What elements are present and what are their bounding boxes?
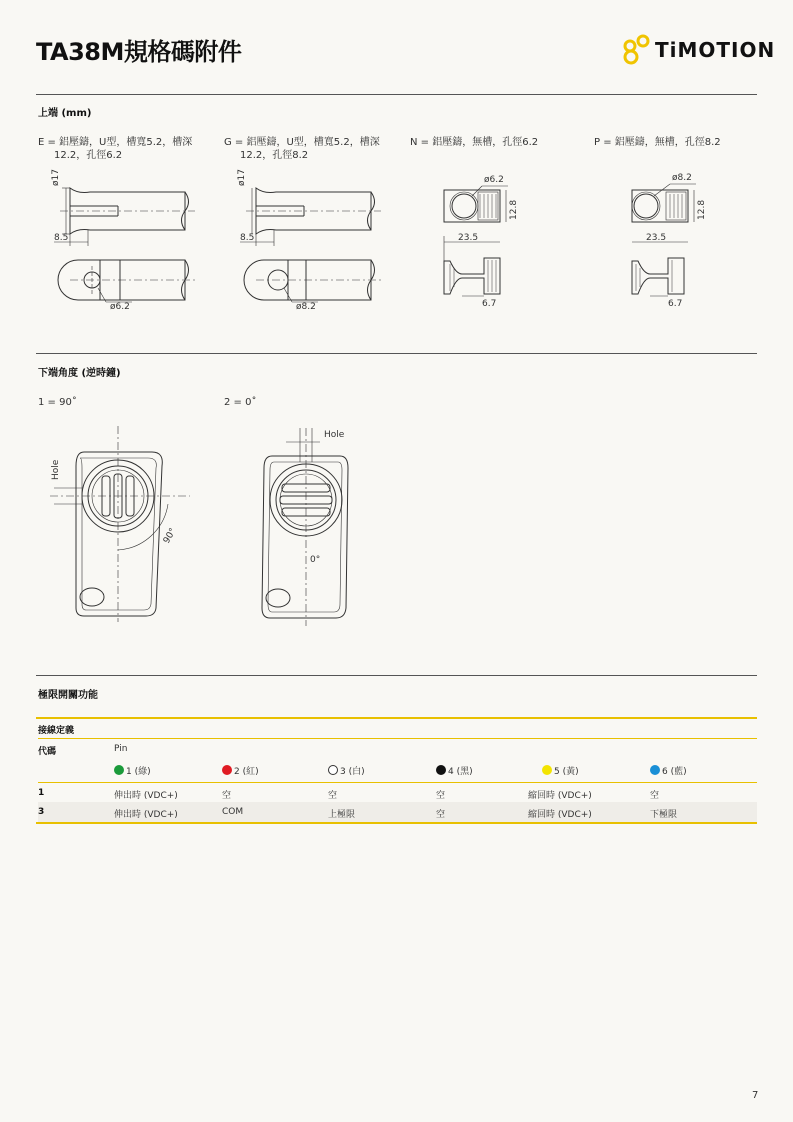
pin-2: 2 (紅) [222, 764, 259, 777]
code-header: 代碼 [38, 747, 57, 757]
caption-option-g: G = 鋁壓鑄，U型，槽寬5.2，槽深 12.2，孔徑8.2 [224, 137, 380, 161]
svg-text:ø6.2: ø6.2 [484, 175, 504, 185]
drawing-option-g [226, 166, 386, 316]
wiring-table [38, 718, 757, 822]
svg-text:ø17: ø17 [237, 169, 247, 186]
svg-text:8.5: 8.5 [240, 233, 255, 243]
svg-text:0°: 0° [310, 555, 321, 565]
divider [36, 353, 757, 354]
black-dot-icon [436, 765, 446, 775]
svg-text:8.5: 8.5 [54, 233, 69, 243]
svg-text:12.8: 12.8 [509, 199, 519, 220]
divider [36, 675, 757, 676]
svg-text:Hole: Hole [324, 430, 345, 440]
svg-text:ø8.2: ø8.2 [296, 302, 316, 312]
svg-text:90°: 90° [161, 526, 179, 546]
section-heading-angle: 下端角度 (逆時鐘) [38, 368, 121, 379]
drawing-option-p [608, 166, 728, 316]
logo-text: TiMOTION [655, 38, 776, 62]
caption-option-p: P = 鋁壓鑄，無槽，孔徑8.2 [594, 137, 721, 148]
drawing-angle-90 [40, 422, 200, 632]
divider [36, 94, 757, 95]
page-title: TA38M規格碼附件 [36, 38, 242, 66]
table-bottom-rule [36, 822, 757, 824]
pin-4: 4 (黑) [436, 764, 473, 777]
pin-header: Pin [114, 744, 128, 754]
timotion-logo [622, 32, 776, 64]
white-dot-icon [328, 765, 338, 775]
svg-text:ø6.2: ø6.2 [110, 302, 130, 312]
caption-angle-1: 1 = 90˚ [38, 397, 77, 408]
table-row: 1 伸出時 (VDC+) 空 空 空 縮回時 (VDC+) 空 [38, 782, 757, 802]
caption-angle-2: 2 = 0˚ [224, 397, 257, 408]
pin-6: 6 (藍) [650, 764, 687, 777]
svg-text:6.7: 6.7 [668, 299, 683, 309]
svg-text:23.5: 23.5 [646, 233, 667, 243]
pin-5: 5 (黃) [542, 764, 579, 777]
red-dot-icon [222, 765, 232, 775]
drawing-option-e [40, 166, 200, 316]
table-header-row [38, 738, 757, 758]
table-title-row [38, 718, 757, 738]
pin-color-row [38, 760, 757, 780]
page-number: 7 [752, 1090, 759, 1101]
svg-text:6.7: 6.7 [482, 299, 497, 309]
drawing-angle-0 [240, 422, 390, 632]
yellow-dot-icon [542, 765, 552, 775]
pin-1: 1 (綠) [114, 764, 151, 777]
blue-dot-icon [650, 765, 660, 775]
pin-3: 3 (白) [328, 764, 365, 777]
section-heading-limit-switch: 極限開關功能 [38, 690, 98, 701]
caption-option-e: E = 鋁壓鑄，U型，槽寬5.2，槽深 12.2，孔徑6.2 [38, 137, 193, 161]
svg-text:12.8: 12.8 [697, 199, 707, 220]
svg-text:23.5: 23.5 [458, 233, 479, 243]
wiring-title: 接線定義 [38, 726, 75, 736]
table-row: 3 伸出時 (VDC+) COM 上極限 空 縮回時 (VDC+) 下極限 [38, 802, 757, 822]
section-heading-top-end: 上端 (mm) [38, 108, 92, 119]
svg-text:Hole: Hole [51, 459, 61, 480]
caption-option-n: N = 鋁壓鑄，無槽，孔徑6.2 [410, 137, 539, 148]
green-dot-icon [114, 765, 124, 775]
drawing-option-n [420, 166, 540, 316]
svg-text:ø8.2: ø8.2 [672, 173, 692, 183]
svg-text:ø17: ø17 [51, 169, 61, 186]
